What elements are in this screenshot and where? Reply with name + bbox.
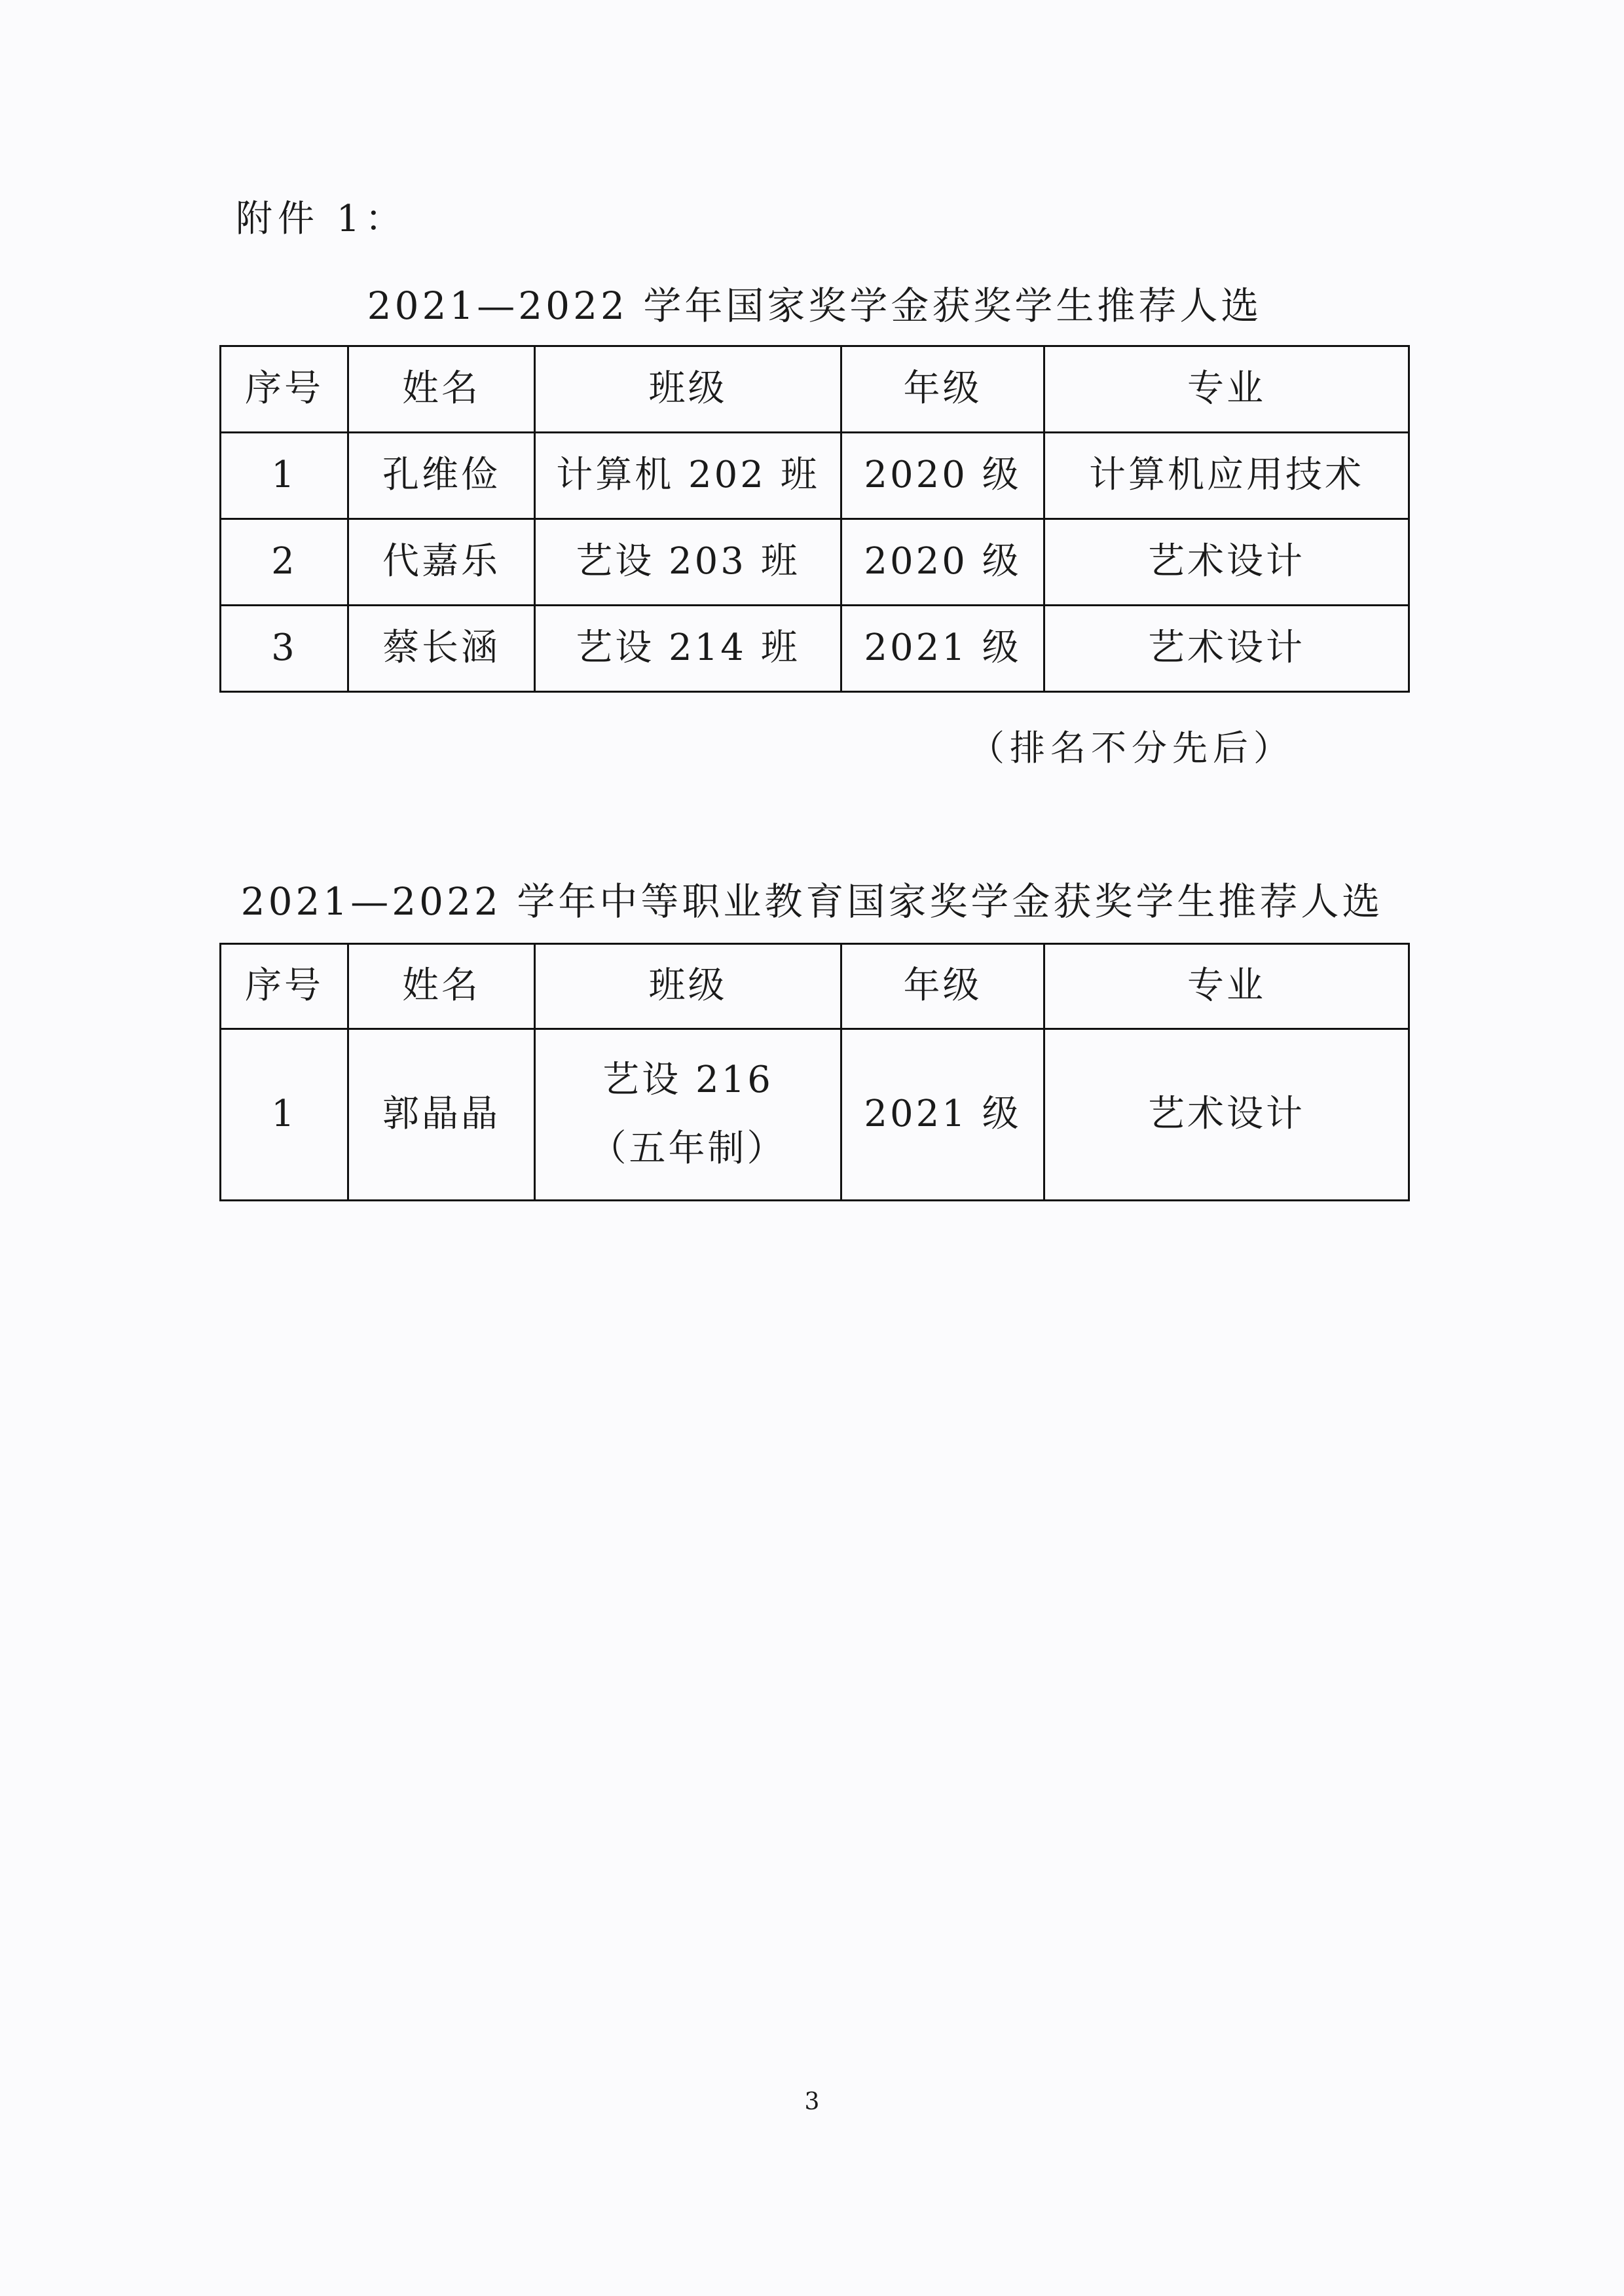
header-name: 姓名	[348, 944, 535, 1029]
cell-major: 艺术设计	[1044, 606, 1409, 692]
cell-no: 1	[221, 433, 348, 519]
cell-name: 郭晶晶	[348, 1029, 535, 1201]
cell-class: 艺设 203 班	[535, 519, 841, 606]
cell-name: 孔维俭	[348, 433, 535, 519]
header-class: 班级	[535, 944, 841, 1029]
national-scholarship-table	[219, 345, 1410, 693]
table-row	[221, 606, 1409, 692]
cell-class: 艺设 214 班	[535, 606, 841, 692]
table-header-row	[221, 346, 1409, 433]
header-no: 序号	[221, 346, 348, 433]
cell-no: 1	[221, 1029, 348, 1201]
cell-name: 蔡长涵	[348, 606, 535, 692]
table-row	[221, 519, 1409, 606]
header-major: 专业	[1044, 944, 1409, 1029]
table-2-title: 2021—2022 学年中等职业教育国家奖学金获奖学生推荐人选	[240, 879, 1384, 924]
table-row	[221, 1029, 1409, 1201]
cell-grade: 2021 级	[841, 1029, 1044, 1201]
header-class: 班级	[535, 346, 841, 433]
cell-no: 2	[221, 519, 348, 606]
cell-class: 计算机 202 班	[535, 433, 841, 519]
cell-grade: 2020 级	[841, 519, 1044, 606]
class-line-1: 艺设 216	[602, 1059, 773, 1102]
cell-major: 艺术设计	[1044, 519, 1409, 606]
page-number: 3	[804, 2088, 820, 2115]
header-name: 姓名	[348, 346, 535, 433]
table-header-row	[221, 944, 1409, 1029]
vocational-scholarship-table	[219, 943, 1410, 1201]
cell-grade: 2021 级	[841, 606, 1044, 692]
attachment-label: 附件 1：	[236, 198, 407, 240]
class-line-2: （五年制）	[589, 1127, 786, 1170]
table-row	[221, 433, 1409, 519]
header-no: 序号	[221, 944, 348, 1029]
header-grade: 年级	[841, 944, 1044, 1029]
header-major: 专业	[1044, 346, 1409, 433]
cell-name: 代嘉乐	[348, 519, 535, 606]
cell-major: 计算机应用技术	[1044, 433, 1409, 519]
cell-grade: 2020 级	[841, 433, 1044, 519]
cell-no: 3	[221, 606, 348, 692]
cell-class	[535, 1029, 841, 1201]
ranking-note: （排名不分先后）	[969, 727, 1294, 769]
header-grade: 年级	[841, 346, 1044, 433]
cell-major: 艺术设计	[1044, 1029, 1409, 1201]
table-1-title: 2021—2022 学年国家奖学金获奖学生推荐人选	[367, 283, 1263, 328]
